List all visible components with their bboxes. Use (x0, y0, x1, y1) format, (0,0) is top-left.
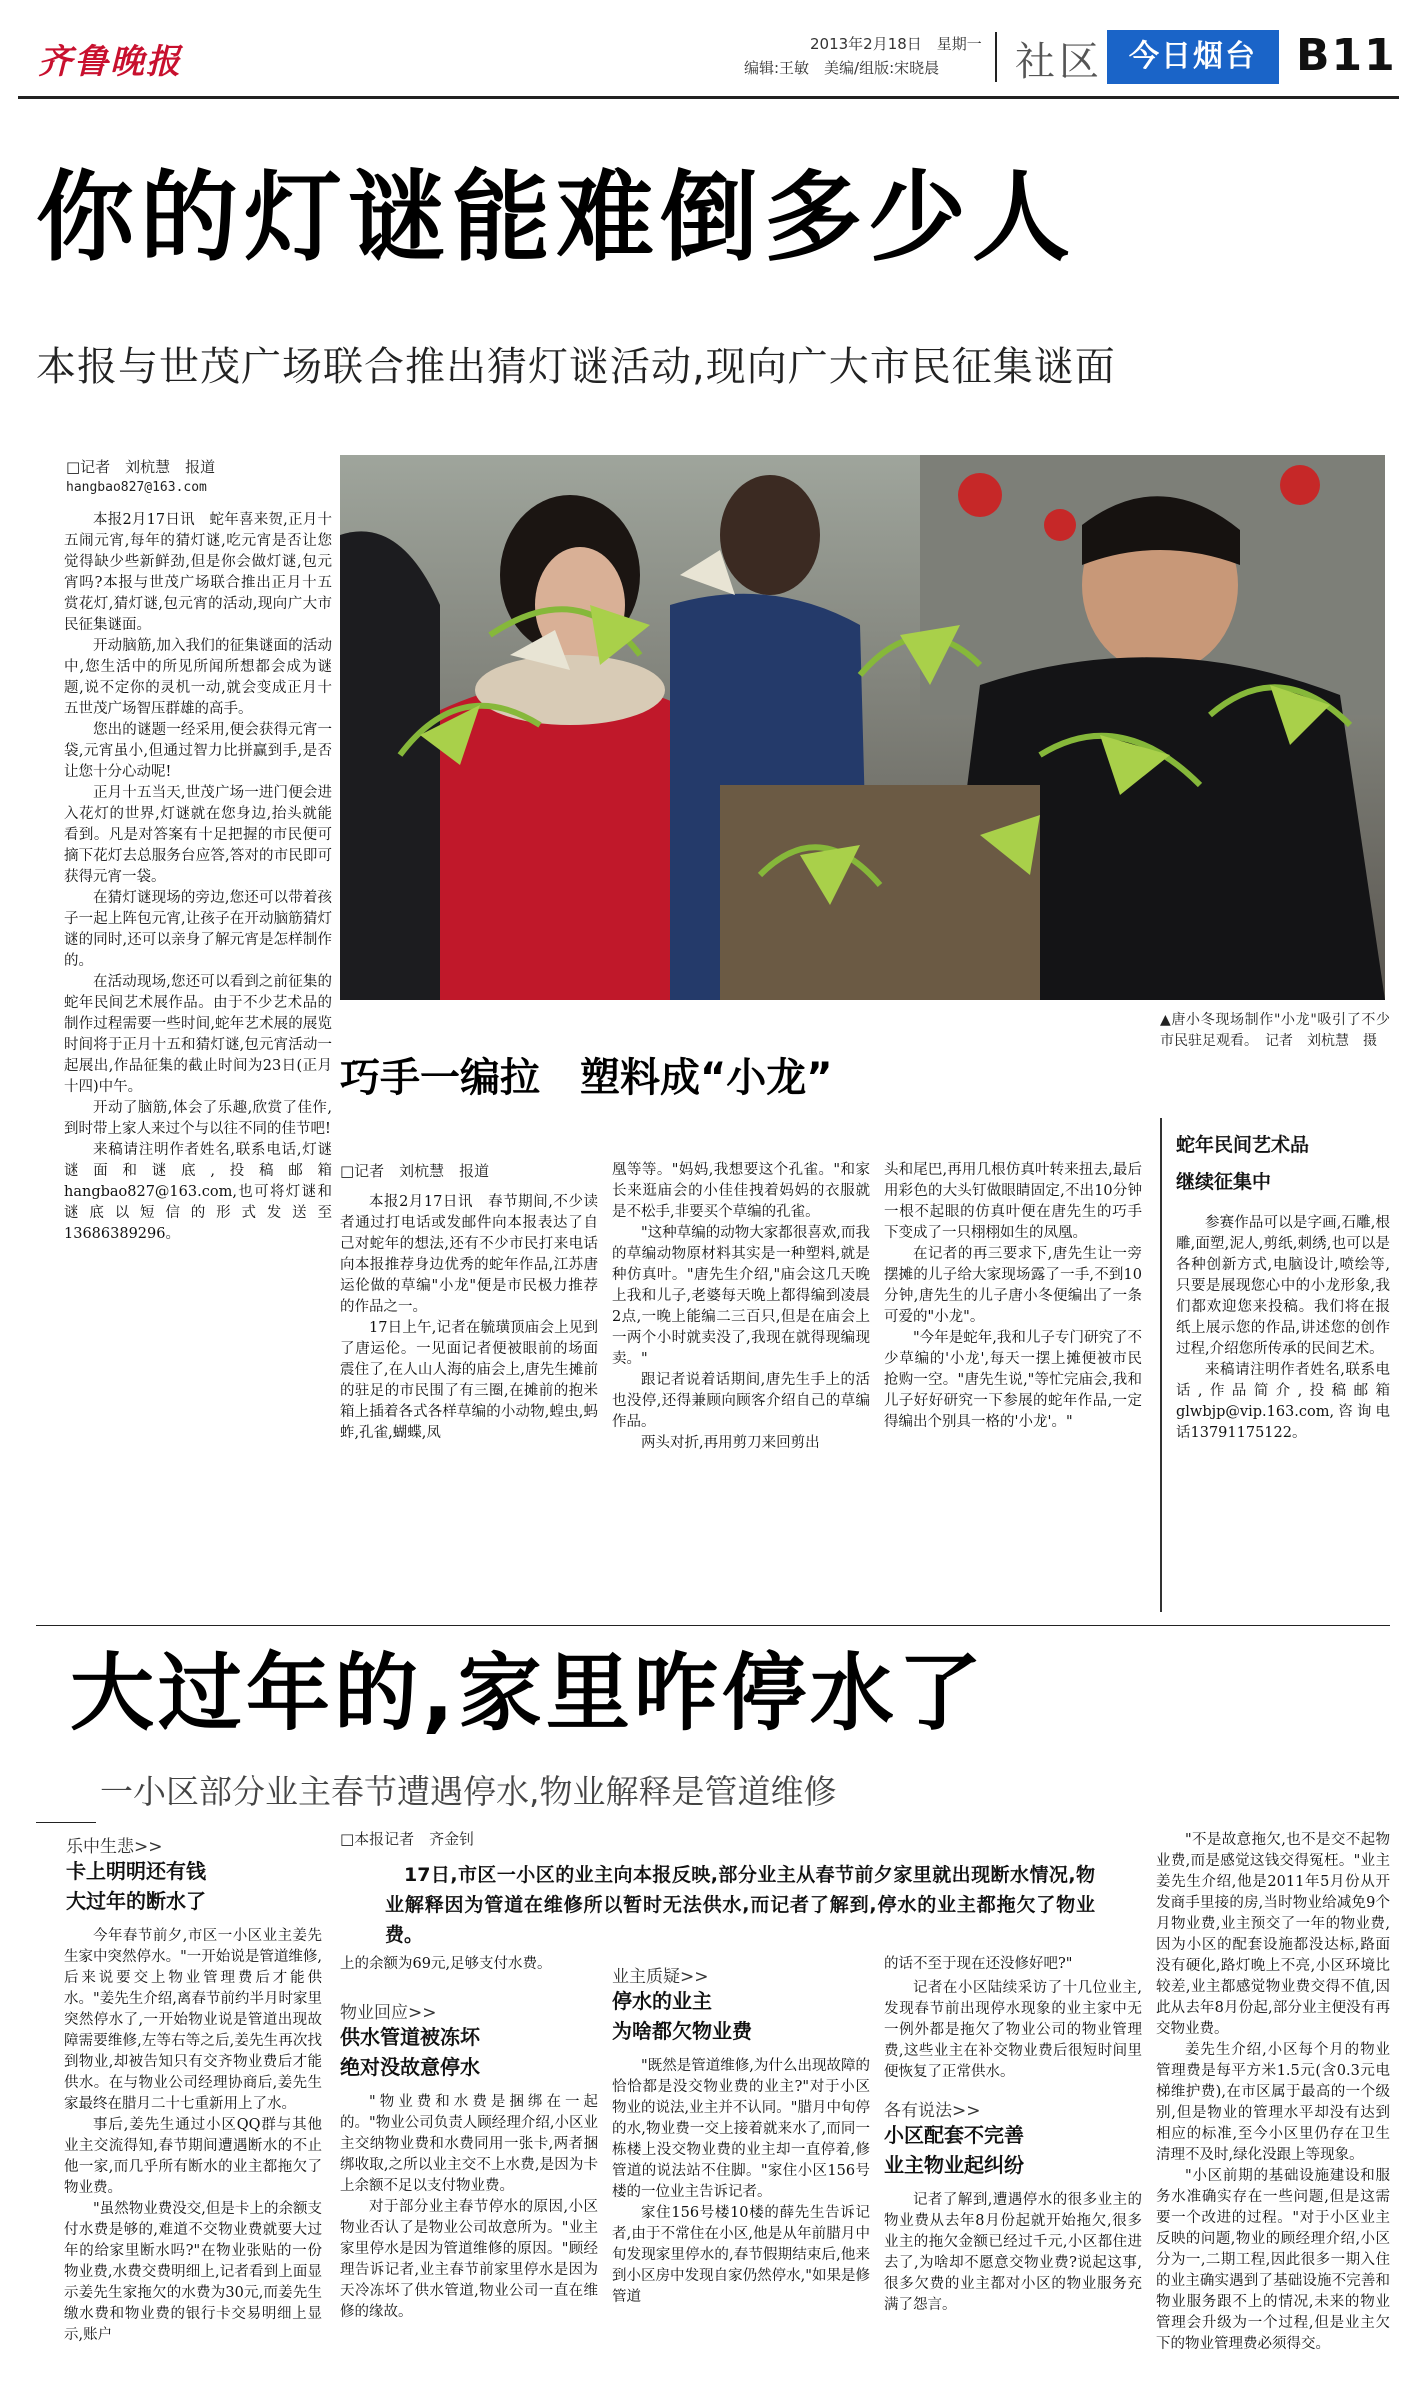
paragraph: 您出的谜题一经采用,便会获得元宵一袋,元宵虽小,但通过智力比拼赢到手,是否让您十分心动呢! (64, 722, 332, 780)
paragraph: 开动脑筋,加入我们的征集谜面的活动中,您生活中的所见所闻所想都会成为谜题,说不定你的灵机一动,就会变成正月十五世茂广场智压群雄的高手。 (64, 638, 332, 717)
kicker-2: 物业回应>> (340, 2003, 437, 2023)
paragraph: "不是故意拖欠,也不是交不起物业费,而是感觉这钱交得冤枉。"业主姜先生介绍,他是2011年5月份从开发商手里接的房,当时物业给减免9个月物业费,业主预交了一年的物业费,因为小区的配套设施都没达标,路面没有硬化,路灯晚上不亮,小区环境比较差,业主都感觉物业费交得不值,因此从去年8月份起,部分业主便没有再交物业费。 (1156, 1832, 1390, 2037)
paragraph: 本报2月17日讯 蛇年喜来贺,正月十五闹元宵,每年的猜灯谜,吃元宵是否让您觉得缺少些新鲜劲,但是你会做灯谜,包元宵吗?本报与世茂广场联合推出正月十五赏花灯,猜灯谜,包元宵的活动,现向广大市民征集谜面。 (64, 512, 332, 633)
story3-col2 (340, 2092, 598, 2356)
photo-illustration (340, 455, 1385, 1000)
paragraph: 在记者的再三要求下,唐先生让一旁摆摊的儿子给大家现场露了一手,不到10分钟,唐先生的儿子唐小冬便编出了一条可爱的"小龙"。 (884, 1246, 1142, 1325)
paragraph: 来稿请注明作者姓名,联系电话,作品简介,投稿邮箱glwbjp@vip.163.com,咨询电话13791175122。 (1176, 1362, 1390, 1441)
story3-col1 (64, 1926, 322, 2356)
section-title: 社区 (1015, 39, 1103, 85)
date-line: 2013年2月18日 星期一 (810, 35, 982, 53)
paragraph: "这种草编的动物大家都很喜欢,而我的草编动物原材料其实是一种塑料,就是种仿真叶。"唐先生介绍,"庙会这几天晚上我和儿子,老婆每天晚上都得编到凌晨2点,一晚上能编二三百只,但是在庙会上一两个小时就卖没了,我现在就得现编现卖。" (612, 1225, 870, 1367)
story3-col2-top: 上的余额为69元,足够支付水费。 (340, 1956, 552, 1972)
paragraph: 在活动现场,您还可以看到之前征集的蛇年民间艺术展作品。由于不少艺术品的制作过程需要一些时间,蛇年艺术展的展览时间将于正月十五和猜灯谜,包元宵活动一起展出,作品征集的截止时间为23日(正月十四)中午。 (64, 974, 332, 1095)
subhead-1a: 卡上明明还有钱 (66, 1859, 206, 1883)
edition-badge: 今日烟台 (1107, 30, 1279, 84)
story2-col2 (612, 1160, 870, 1612)
paragraph: 开动了脑筋,体会了乐趣,欣赏了佳作,到时带上家人来过个与以往不同的佳节吧! (64, 1100, 332, 1137)
story3-col3 (612, 2056, 870, 2356)
paragraph: 正月十五当天,世茂广场一进门便会进入花灯的世界,灯谜就在您身边,抬头就能看到。凡是对答案有十足把握的市民便可摘下花灯去总服务台应答,答对的市民即可获得元宵一袋。 (64, 785, 332, 885)
story1-byline: □记者 刘杭慧 报道 (66, 458, 216, 476)
paragraph: 参赛作品可以是字画,石雕,根雕,面塑,泥人,剪纸,刺绣,也可以是各种创新方式,电脑设计,喷绘等,只要是展现您心中的小龙形象,我们都欢迎您来投稿。我们将在报纸上展示您的作品,讲述您的创作过程,介绍您所传承的民间艺术。 (1176, 1215, 1390, 1357)
story3-subheadline: 一小区部分业主春节遭遇停水,物业解释是管道维修 (100, 1772, 837, 1811)
page-number: B11 (1296, 30, 1397, 81)
paragraph: 记者了解到,遭遇停水的很多业主的物业费从去年8月份起就开始拖欠,很多业主的拖欠金额已经过千元,小区都住进去了,为啥却不愿意交物业费?说起这事,很多欠费的业主都对小区的物业服务充满了怨言。 (884, 2192, 1142, 2313)
newspaper-logo: 齐鲁晚报 (38, 42, 182, 82)
header-divider (995, 32, 997, 82)
paragraph: 头和尾巴,再用几根仿真叶转来扭去,最后用彩色的大头钉做眼睛固定,不出10分钟一根不起眼的仿真叶便在唐先生的巧手下变成了一只栩栩如生的凤凰。 (884, 1162, 1142, 1241)
story1-subheadline: 本报与世茂广场联合推出猜灯谜活动,现向广大市民征集谜面 (36, 344, 1116, 390)
paragraph: 对于部分业主春节停水的原因,小区物业否认了是物业公司故意所为。"业主家里停水是因为管道维修的原因。"顾经理告诉记者,业主春节前家里停水是因为天冷冻坏了供水管道,物业公司一直在维修的缘故。 (340, 2199, 598, 2320)
subhead-2a: 供水管道被冻坏 (340, 2025, 480, 2049)
paragraph: "既然是管道维修,为什么出现故障的恰恰都是没交物业费的业主?"对于小区物业的说法,业主并不认同。"腊月中旬停的水,物业费一交上接着就来水了,而同一栋楼上没交物业费的业主却一直停着,修管道的说法站不住脚。"家住小区156号楼的一位业主告诉记者。 (612, 2058, 870, 2200)
subhead-3b: 为啥都欠物业费 (612, 2019, 752, 2043)
paragraph: 家住156号楼10楼的薛先生告诉记者,由于不常住在小区,他是从年前腊月中旬发现家里停水的,春节假期结束后,他来到小区房中发现自家仍然停水,"如果是修管道 (612, 2205, 870, 2305)
kicker-3: 业主质疑>> (612, 1967, 709, 1987)
subhead-4a: 小区配套不完善 (884, 2123, 1024, 2147)
paragraph: 记者在小区陆续采访了十几位业主,发现春节前出现停水现象的业主家中无一例外都是拖欠了物业公司的物业管理费,这些业主在补交物业费后很短时间里便恢复了正常供水。 (884, 1980, 1142, 2080)
paragraph: 姜先生介绍,小区每个月的物业管理费是每平方米1.5元(含0.3元电梯维护费),在市区属于最高的一个级别,但是物业的管理水平却没有达到相应的标准,至今小区里仍存在卫生清理不及时,绿化没跟上等现象。 (1156, 2042, 1390, 2163)
paragraph: 凰等等。"妈妈,我想要这个孔雀。"和家长来逛庙会的小佳佳拽着妈妈的衣服就是不松手,非要买个草编的孔雀。 (612, 1162, 870, 1220)
paragraph: "物业费和水费是捆绑在一起的。"物业公司负责人顾经理介绍,小区业主交纳物业费和水费同用一张卡,两者捆绑收取,之所以业主交不上水费,是因为卡上余额不足以支付物业费。 (340, 2094, 598, 2194)
subheadline-dash (36, 1822, 96, 1823)
sidebar-subtitle: 继续征集中 (1176, 1171, 1272, 1193)
paragraph: 来稿请注明作者姓名,联系电话,灯谜谜面和谜底,投稿邮箱hangbao827@163.com,也可将灯谜和谜底以短信的形式发送至13686389296。 (64, 1142, 332, 1242)
subhead-1b: 大过年的断水了 (66, 1889, 206, 1913)
paragraph: 跟记者说着话期间,唐先生手上的活也没停,还得兼顾向顾客介绍自己的草编作品。 (612, 1372, 870, 1430)
paragraph: 在猜灯谜现场的旁边,您还可以带着孩子一起上阵包元宵,让孩子在开动脑筋猜灯谜的同时,还可以亲身了解元宵是怎样制作的。 (64, 890, 332, 969)
story2-headline: 巧手一编拉 塑料成“小龙” (340, 1055, 833, 1101)
subhead-2b: 绝对没故意停水 (340, 2055, 480, 2079)
kicker-4: 各有说法>> (884, 2101, 981, 2121)
paragraph: "虽然物业费没交,但是卡上的余额支付水费是够的,难道不交物业费就要大过年的给家里断水吗?"在物业张贴的一份物业费,水费交费明细上,记者看到上面显示姜先生家拖欠的水费为30元,而姜先生缴水费和物业费的银行卡交易明细上显示,账户 (64, 2201, 322, 2343)
story2-byline: □记者 刘杭慧 报道 (340, 1162, 490, 1180)
story3-headline: 大过年的,家里咋停水了 (70, 1644, 986, 1742)
story1-headline: 你的灯谜能难倒多少人 (36, 161, 1077, 275)
photo-caption: ▲唐小冬现场制作"小龙"吸引了不少市民驻足观看。 记者 刘杭慧 摄 (1160, 1012, 1390, 1049)
paragraph: 17日上午,记者在毓璜顶庙会上见到了唐运伦。一见面记者便被眼前的场面震住了,在人山人海的庙会上,唐先生摊前的驻足的市民围了有三圈,在摊前的抱米箱上插着各式各样草编的小动物,蝗虫,蚂蚱,孔雀,蝴蝶,凤 (340, 1320, 598, 1441)
story3-col4a (884, 1978, 1142, 2086)
story2-col1 (340, 1192, 598, 1612)
subhead-3a: 停水的业主 (612, 1989, 712, 2013)
paragraph: 今年春节前夕,市区一小区业主姜先生家中突然停水。"一开始说是管道维修,后来说要交上物业管理费后才能供水。"姜先生介绍,离春节前约半月时家里突然停水了,一开始物业说是管道出现故障需要维修,左等右等之后,姜先生再次找到物业,却被告知只有交齐物业费后才能供水。在与物业公司经理协商后,姜先生家最终在腊月二十七重新用上了水。 (64, 1928, 322, 2112)
editor-line: 编辑:王敏 美编/组版:宋晓晨 (744, 59, 940, 77)
paragraph: "今年是蛇年,我和儿子专门研究了不少草编的'小龙',每天一摆上摊便被市民抢购一空。"唐先生说,"等忙完庙会,我和儿子好好研究一下参展的蛇年作品,一定得编出个别具一格的'小龙'。" (884, 1330, 1142, 1430)
story1-email: hangbao827@163.com (66, 480, 207, 495)
header-rule (18, 96, 1399, 99)
story3-col4b (884, 2190, 1142, 2356)
sidebar-box (1160, 1118, 1390, 1612)
subhead-4b: 业主物业起纠纷 (884, 2153, 1024, 2177)
sidebar-title: 蛇年民间艺术品 (1176, 1134, 1310, 1156)
paragraph: 本报2月17日讯 春节期间,不少读者通过打电话或发邮件向本报表达了自己对蛇年的想法,还有不少市民打来电话向本报推荐身边优秀的蛇年作品,江苏唐运伦做的草编"小龙"便是市民极力推荐的作品之一。 (340, 1194, 598, 1315)
paragraph: 事后,姜先生通过小区QQ群与其他业主交流得知,春节期间遭遇断水的不止他一家,而几乎所有断水的业主都拖欠了物业费。 (64, 2117, 322, 2196)
sidebar-body (1176, 1213, 1390, 1612)
story2-col3 (884, 1160, 1142, 1612)
story1-body (64, 510, 332, 1620)
kicker-1: 乐中生悲>> (66, 1837, 163, 1857)
story3-col4-top: 的话不至于现在还没修好吧?" (884, 1956, 1073, 1972)
paragraph: "小区前期的基础设施建设和服务水准确实存在一些问题,但是这需要一个改进的过程。"对于小区业主反映的问题,物业的顾经理介绍,小区分为一,二期工程,因此很多一期入住的业主确实遇到了基础设施不完善和物业服务跟不上的情况,未来的物业管理会升级为一个过程,但是业主欠下的物业管理费必须得交。 (1156, 2168, 1390, 2352)
story3-lead: 17日,市区一小区的业主向本报反映,部分业主从春节前夕家里就出现断水情况,物业解释因为管道在维修所以暂时无法供水,而记者了解到,停水的业主都拖欠了物业费。 (385, 1864, 1095, 1946)
paragraph: 两头对折,再用剪刀来回剪出 (641, 1435, 820, 1451)
story3-col5 (1156, 1830, 1390, 2356)
story3-byline: □本报记者 齐金钊 (340, 1830, 475, 1848)
section-divider (36, 1625, 1390, 1626)
news-photo (340, 455, 1385, 1000)
